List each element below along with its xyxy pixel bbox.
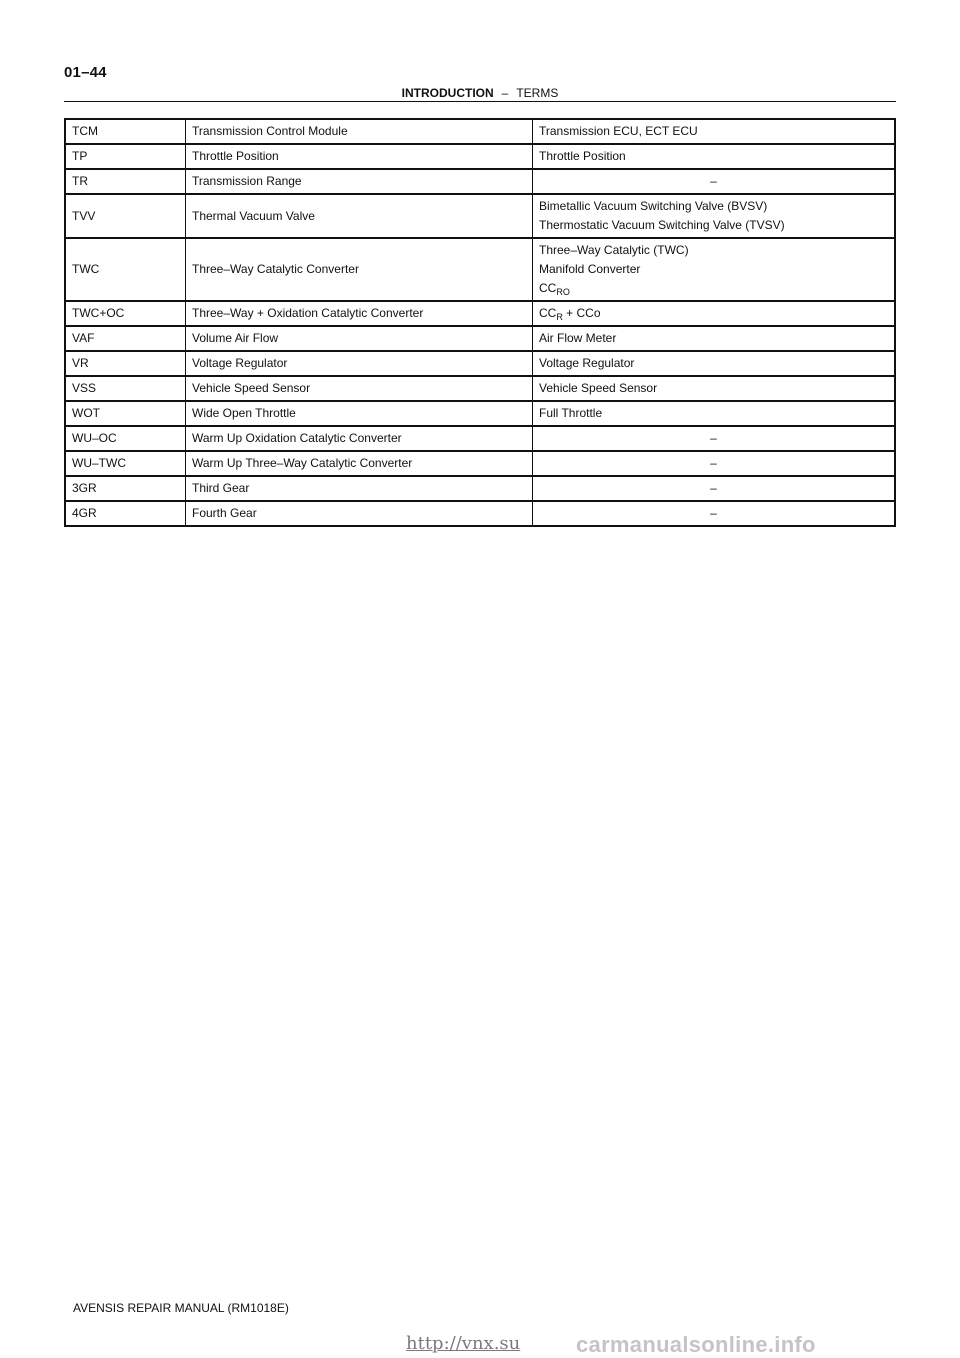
abbreviation-cell: VAF	[65, 326, 186, 351]
equivalent-line: –	[710, 431, 717, 445]
equivalent-cell	[533, 376, 896, 401]
equivalent-cell	[533, 301, 896, 326]
equivalent-line: Full Throttle	[539, 406, 603, 420]
equivalent-cell	[533, 326, 896, 351]
term-cell: Volume Air Flow	[186, 326, 533, 351]
formula-subscript: R	[556, 312, 563, 322]
equivalent-line: –	[710, 481, 717, 495]
table-row	[65, 119, 895, 144]
watermark-link[interactable]: http://vnx.su	[406, 1333, 521, 1354]
term-cell: Three–Way + Oxidation Catalytic Converter	[186, 301, 533, 326]
table-row	[65, 426, 895, 451]
term-cell: Warm Up Three–Way Catalytic Converter	[186, 451, 533, 476]
watermark-site: carmanualsonline.info	[576, 1332, 816, 1357]
abbreviation-cell: TWC+OC	[65, 301, 186, 326]
abbreviation-cell: TCM	[65, 119, 186, 144]
equivalent-cell	[533, 501, 896, 526]
equivalent-line: Three–Way Catalytic (TWC)	[539, 243, 689, 257]
formula-base: CC	[539, 281, 557, 295]
table-row	[65, 451, 895, 476]
table-row	[65, 194, 895, 238]
table-row	[65, 401, 895, 426]
term-cell: Throttle Position	[186, 144, 533, 169]
term-cell: Voltage Regulator	[186, 351, 533, 376]
equivalent-line: –	[710, 174, 717, 188]
abbreviation-cell: 3GR	[65, 476, 186, 501]
section-title: INTRODUCTION	[401, 86, 494, 100]
table-row	[65, 144, 895, 169]
abbreviation-cell: WOT	[65, 401, 186, 426]
equivalent-cell	[533, 451, 896, 476]
terms-table-body	[65, 119, 895, 526]
term-cell: Transmission Range	[186, 169, 533, 194]
equivalent-line	[539, 304, 888, 323]
abbreviation-cell: WU–TWC	[65, 451, 186, 476]
equivalent-line: –	[710, 506, 717, 520]
table-row	[65, 238, 895, 301]
term-cell: Vehicle Speed Sensor	[186, 376, 533, 401]
manual-footer: AVENSIS REPAIR MANUAL (RM1018E)	[73, 1301, 289, 1315]
equivalent-cell	[533, 476, 896, 501]
equivalent-line: –	[710, 456, 717, 470]
equivalent-line: Voltage Regulator	[539, 356, 635, 370]
abbreviation-cell: TWC	[65, 238, 186, 301]
equivalent-line: Bimetallic Vacuum Switching Valve (BVSV)	[539, 199, 768, 213]
equivalent-line: Transmission ECU, ECT ECU	[539, 124, 698, 138]
equivalent-line: Throttle Position	[539, 149, 626, 163]
equivalent-line	[539, 279, 888, 298]
page-number: 01–44	[64, 64, 107, 81]
abbreviation-cell: WU–OC	[65, 426, 186, 451]
term-cell: Third Gear	[186, 476, 533, 501]
formula-base: CC	[539, 306, 557, 320]
abbreviation-cell: 4GR	[65, 501, 186, 526]
abbreviation-cell: VSS	[65, 376, 186, 401]
table-row	[65, 326, 895, 351]
abbreviation-cell: TR	[65, 169, 186, 194]
abbreviation-cell: TP	[65, 144, 186, 169]
topic-title: TERMS	[516, 86, 559, 100]
term-cell: Wide Open Throttle	[186, 401, 533, 426]
equivalent-cell	[533, 119, 896, 144]
running-header	[64, 85, 896, 102]
term-cell: Warm Up Oxidation Catalytic Converter	[186, 426, 533, 451]
equivalent-cell	[533, 144, 896, 169]
equivalent-cell	[533, 238, 896, 301]
header-separator: –	[501, 86, 509, 100]
term-cell: Three–Way Catalytic Converter	[186, 238, 533, 301]
equivalent-line: Thermostatic Vacuum Switching Valve (TVSV)	[539, 218, 785, 232]
term-cell: Thermal Vacuum Valve	[186, 194, 533, 238]
table-row	[65, 301, 895, 326]
equivalent-cell	[533, 426, 896, 451]
formula-subscript: RO	[556, 287, 570, 297]
table-row	[65, 169, 895, 194]
equivalent-cell	[533, 194, 896, 238]
abbreviation-cell: TVV	[65, 194, 186, 238]
term-cell: Fourth Gear	[186, 501, 533, 526]
table-row	[65, 501, 895, 526]
table-row	[65, 351, 895, 376]
equivalent-cell	[533, 351, 896, 376]
terms-table	[64, 118, 896, 527]
equivalent-cell	[533, 169, 896, 194]
equivalent-line: Vehicle Speed Sensor	[539, 381, 658, 395]
term-cell: Transmission Control Module	[186, 119, 533, 144]
equivalent-line: Manifold Converter	[539, 262, 641, 276]
abbreviation-cell: VR	[65, 351, 186, 376]
table-row	[65, 476, 895, 501]
formula-rest: + CCo	[562, 306, 601, 320]
equivalent-cell	[533, 401, 896, 426]
table-row	[65, 376, 895, 401]
equivalent-line: Air Flow Meter	[539, 331, 617, 345]
